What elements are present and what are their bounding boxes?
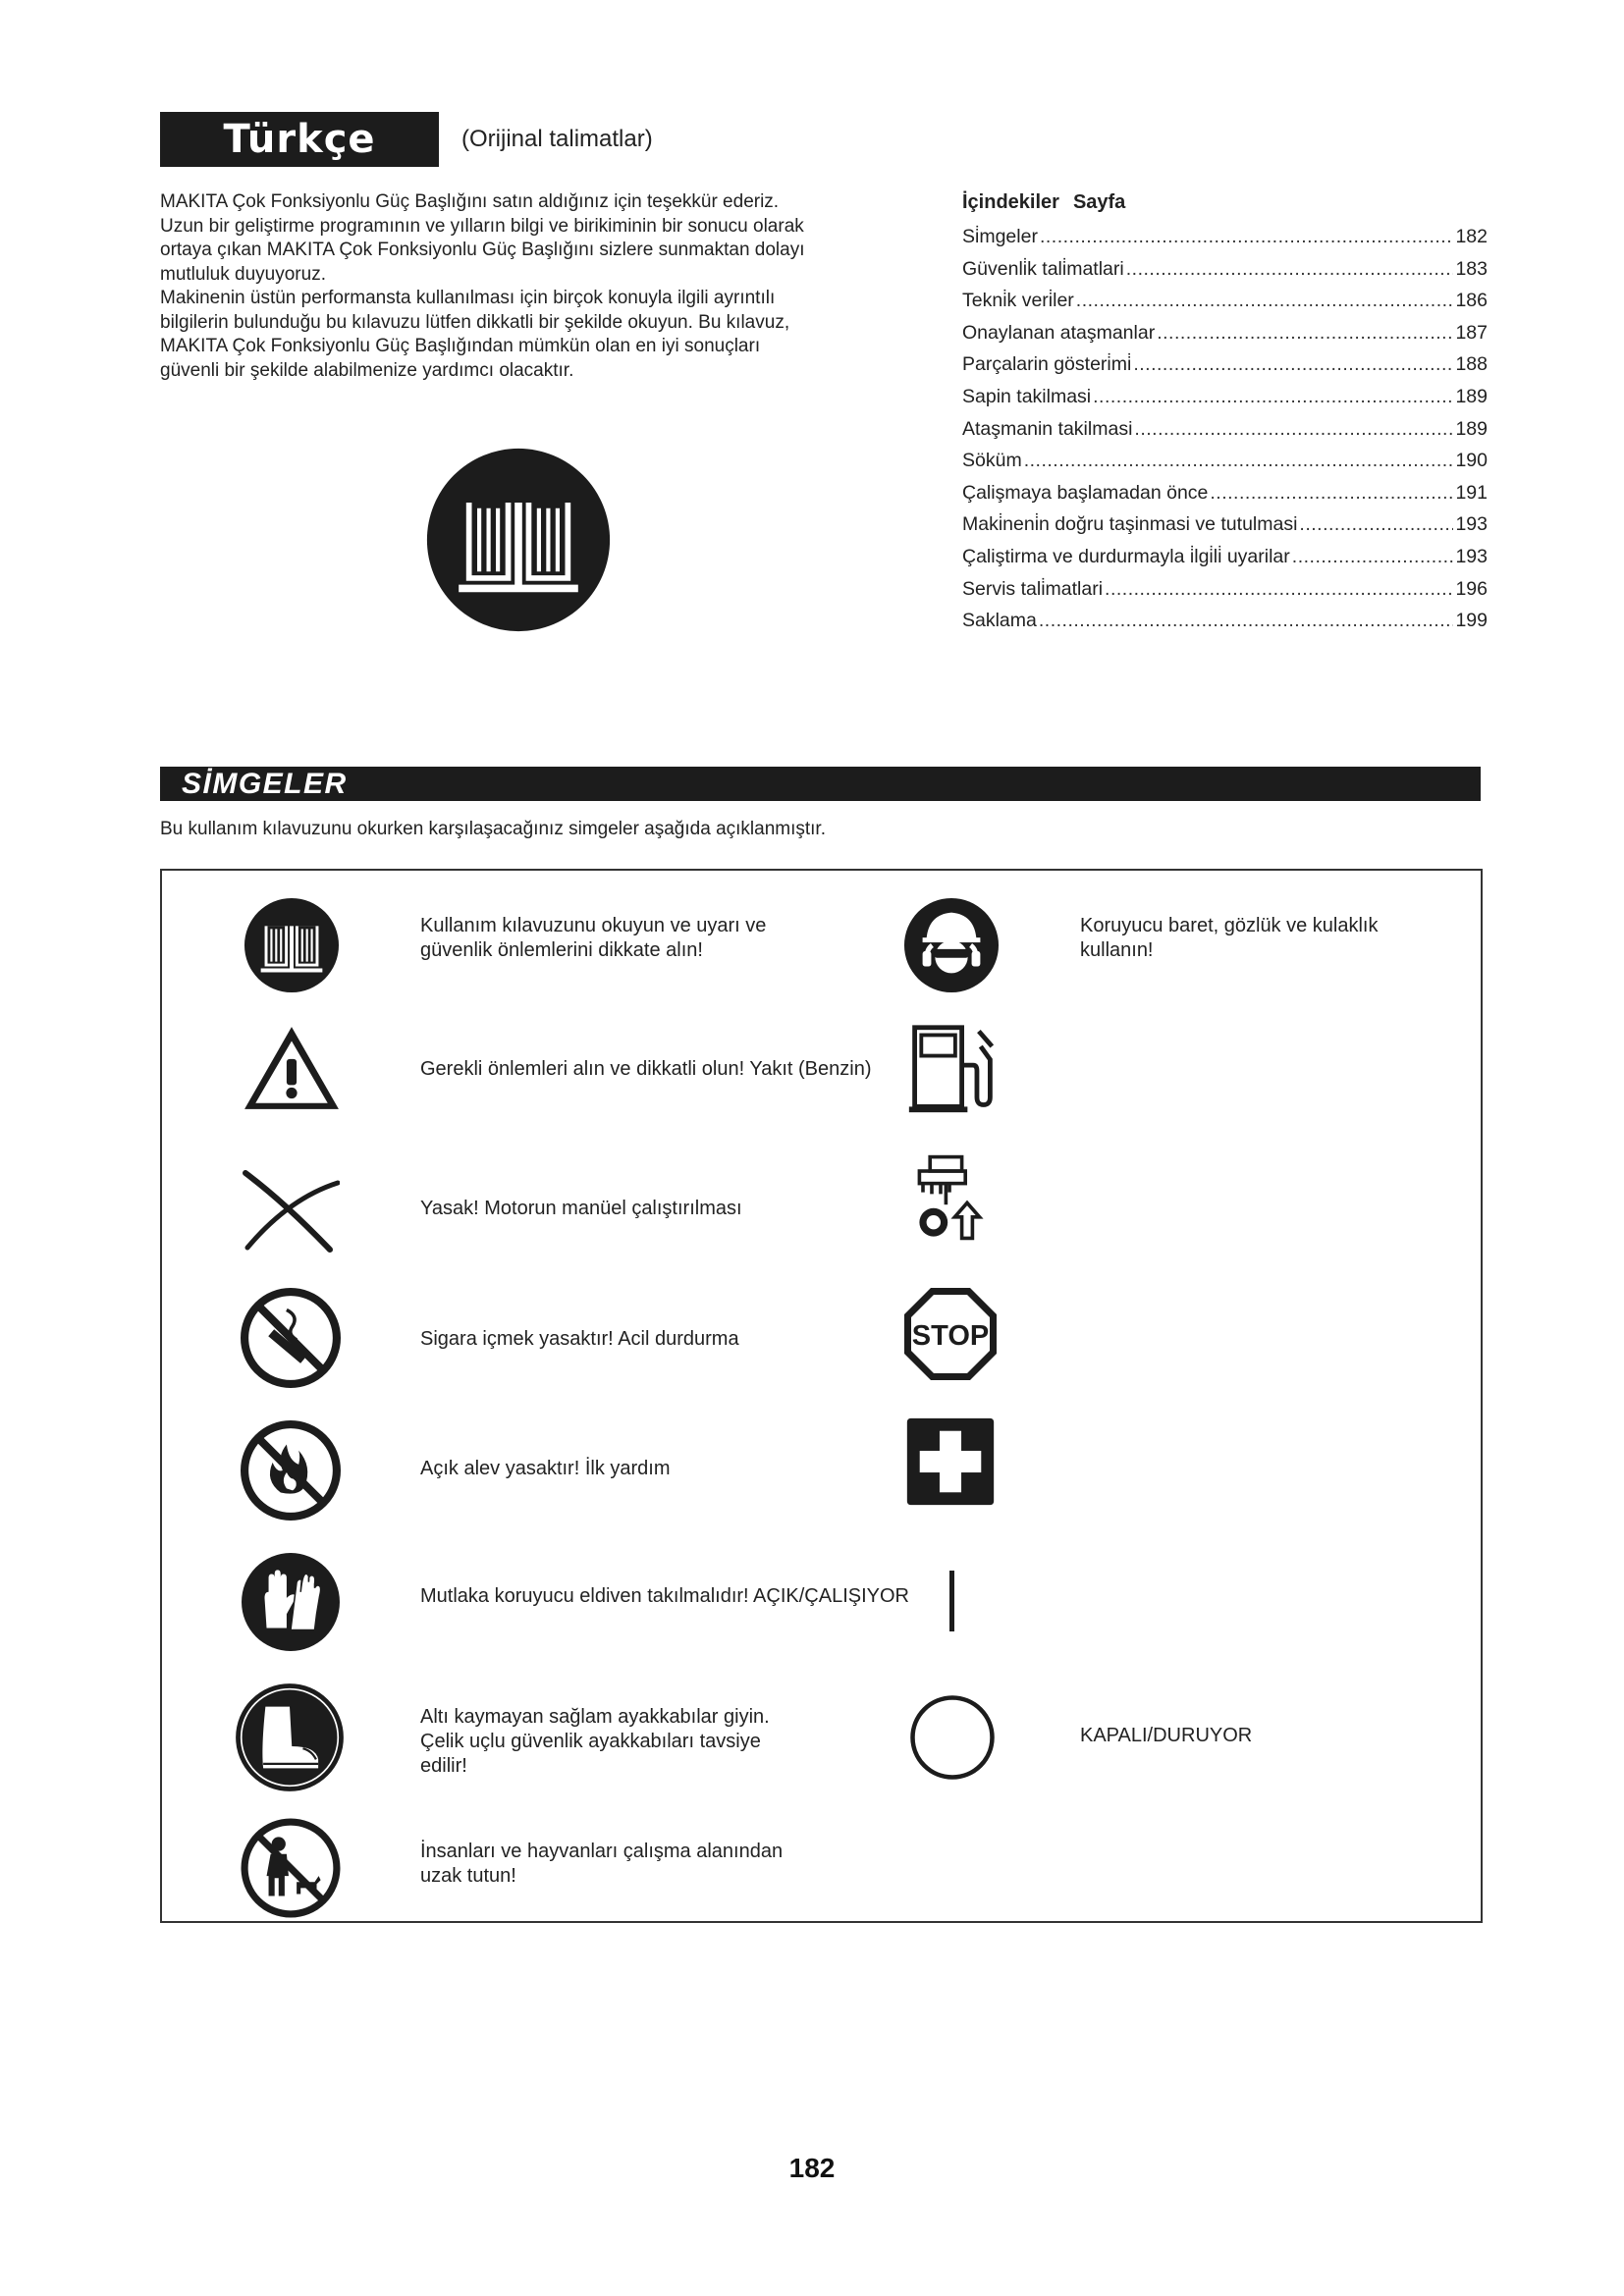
toc-entry-page: 190: [1455, 450, 1488, 472]
intro-line: MAKITA Çok Fonksiyonlu Güç Başlığını satın aldığınız için teşekkür ederiz.: [160, 191, 780, 212]
language-label: Türkçe: [160, 112, 439, 167]
symbol-fuel-label: Yakıt (Benzin): [749, 1058, 872, 1080]
toc-leader-dots: [1040, 226, 1454, 248]
toc-entry-title: Çalişmaya başlamadan önce: [962, 481, 1209, 504]
toc-entry[interactable]: [962, 290, 1488, 322]
symbol-boots-line: edilir!: [420, 1755, 467, 1777]
symbol-on-label: AÇIK/ÇALIŞIYOR: [753, 1585, 909, 1607]
off-symbol-icon: [908, 1693, 997, 1782]
symbol-no-flame-label: Açık alev yasaktır!: [420, 1458, 580, 1479]
toc-entry-page: 189: [1455, 417, 1488, 440]
symbol-gloves-text: [420, 1584, 909, 1609]
toc-entry[interactable]: [962, 482, 1488, 514]
section-description: Bu kullanım kılavuzunu okurken karşılaşacağınız simgeler aşağıda açıklanmıştır.: [160, 819, 826, 839]
safety-boots-icon: [235, 1682, 345, 1792]
toc-entry-title: Servis tali̇matlari: [962, 577, 1104, 600]
toc-leader-dots: [1299, 513, 1453, 536]
stop-sign-icon: [901, 1285, 1000, 1383]
toc-entry[interactable]: [962, 258, 1488, 291]
toc-entry-page: 193: [1455, 513, 1488, 536]
toc-entry[interactable]: [962, 226, 1488, 258]
toc-entry[interactable]: [962, 578, 1488, 611]
toc-entry-title: Ataşmanin takilmasi: [962, 417, 1133, 440]
symbol-caution-label: Gerekli önlemleri alın ve dikkatli olun!: [420, 1058, 745, 1080]
toc-entry-title: Tekni̇k veri̇ler: [962, 290, 1074, 312]
intro-line: Makinenin üstün performansta kullanılması için birçok konuyla ilgili ayrıntılı: [160, 288, 776, 308]
section-header-bar: [160, 767, 1481, 801]
toc-leader-dots: [1126, 258, 1454, 281]
stop-sign-text: STOP: [911, 1320, 990, 1352]
read-manual-icon: [244, 897, 340, 993]
toc-leader-dots: [1133, 353, 1453, 376]
toc-entry-title: Söküm: [962, 450, 1022, 472]
symbol-ppe-text: Koruyucu baret, gözlük ve kulaklık kullanın!: [1080, 915, 1379, 961]
toc-entry-title: Saklama: [962, 610, 1037, 632]
toc-entry-title: Sapin takilmasi: [962, 385, 1092, 407]
toc-entry[interactable]: [962, 322, 1488, 354]
toc-entry-page: 199: [1455, 610, 1488, 632]
toc-entry-page: 196: [1455, 577, 1488, 600]
symbol-gloves-label: Mutlaka koruyucu eldiven takılmalıdır!: [420, 1585, 749, 1607]
symbol-read-manual-text: Kullanım kılavuzunu okuyun ve uyarı ve güvenlik önlemlerini dikkate alın!: [420, 915, 767, 961]
symbol-keep-away-line: İnsanları ve hayvanları çalışma alanından: [420, 1841, 784, 1862]
toc-entry-page: 188: [1455, 353, 1488, 376]
toc-leader-dots: [1210, 482, 1453, 505]
keep-bystanders-away-icon: [241, 1818, 341, 1918]
toc-leader-dots: [1076, 290, 1454, 312]
toc-entry[interactable]: [962, 513, 1488, 546]
toc-entry-title: Si̇mgeler: [962, 226, 1038, 247]
toc-entry-title: Parçalarin gösteri̇mi̇: [962, 353, 1132, 376]
symbol-boots-line: Çelik uçlu güvenlik ayakkabıları tavsiye: [420, 1731, 761, 1752]
toc-entry[interactable]: [962, 353, 1488, 386]
forbidden-x-icon: [242, 1165, 340, 1254]
symbol-boots-line: Altı kaymayan sağlam ayakkabılar giyin.: [420, 1706, 770, 1728]
intro-line: ortaya çıkan MAKITA Çok Fonksiyonlu Güç Başlığını sizlere sunmaktan dolayı: [160, 240, 805, 260]
symbol-forbidden-text: [420, 1197, 742, 1221]
intro-line: güvenli bir şekilde alabilmenize yardımcı olacaktır.: [160, 359, 574, 381]
toc-leader-dots: [1039, 610, 1454, 632]
toc-leader-dots: [1093, 386, 1453, 408]
toc-entry[interactable]: [962, 386, 1488, 418]
toc-entry[interactable]: [962, 546, 1488, 578]
no-open-flame-icon: [241, 1420, 341, 1521]
table-of-contents: [962, 190, 1488, 642]
toc-entry-page: 189: [1455, 385, 1488, 407]
symbol-no-flame-text: [420, 1457, 671, 1481]
symbol-forbidden-label: Yasak!: [420, 1198, 479, 1219]
toc-entry-page: 187: [1455, 321, 1488, 344]
toc-entry-title: Maki̇neni̇n doğru taşinmasi ve tutulmasi: [962, 513, 1298, 536]
toc-entry-title: Çaliştirma ve durdurmayla i̇lgi̇li̇ uyarilar: [962, 545, 1290, 567]
intro-line: bilgilerin bulunduğu bu kılavuzu lütfen dikkatli bir şekilde okuyun. Bu kılavuz,: [160, 311, 790, 333]
toc-entry-title: Güvenli̇k tali̇matlari: [962, 257, 1124, 280]
toc-leader-dots: [1024, 450, 1454, 472]
symbol-off-label: KAPALI/DURUYOR: [1080, 1725, 1253, 1746]
toc-entry[interactable]: [962, 610, 1488, 642]
intro-line: MAKITA Çok Fonksiyonlu Güç Başlığından mümkün olan en iyi sonuçları: [160, 336, 761, 356]
toc-entry-page: 186: [1455, 290, 1488, 312]
symbol-keep-away-line: uzak tutun!: [420, 1865, 516, 1887]
symbol-caution-text: [420, 1057, 871, 1082]
intro-line: mutluluk duyuyoruz.: [160, 263, 326, 285]
toc-leader-dots: [1292, 546, 1454, 568]
symbols-table: [160, 869, 1483, 1923]
toc-leader-dots: [1157, 322, 1453, 345]
toc-heading: İçindekiler: [962, 191, 1059, 213]
toc-entry-title: Onaylanan ataşmanlar: [962, 321, 1156, 344]
toc-header: [962, 190, 1488, 226]
no-smoking-icon: [241, 1288, 341, 1388]
protective-gear-icon: [903, 897, 1000, 993]
toc-entry-page: 182: [1455, 226, 1488, 247]
first-aid-icon: [905, 1416, 996, 1507]
manual-start-icon: [914, 1151, 985, 1244]
original-instructions-note: (Orijinal talimatlar): [461, 126, 653, 152]
page-number: 182: [788, 2153, 836, 2183]
symbol-first-aid-label: İlk yardım: [584, 1458, 671, 1479]
gloves-icon: [241, 1552, 341, 1652]
symbol-boots-text: [420, 1705, 833, 1779]
symbol-keep-away-text: [420, 1840, 833, 1889]
symbol-emergency-stop-label: Acil durdurma: [618, 1328, 739, 1350]
read-manual-icon: [425, 447, 612, 633]
intro-paragraph: [160, 190, 906, 383]
warning-triangle-icon: [242, 1023, 342, 1113]
symbol-no-smoking-text: [420, 1327, 739, 1352]
fuel-pump-icon: [905, 1022, 1000, 1116]
toc-leader-dots: [1134, 418, 1453, 441]
intro-line: Uzun bir geliştirme programının ve yılların bilgi ve birikiminin bir sonucu olarak: [160, 215, 804, 237]
on-symbol-icon: [949, 1571, 954, 1631]
symbol-manual-start-label: Motorun manüel çalıştırılması: [484, 1198, 742, 1219]
toc-entry[interactable]: [962, 418, 1488, 451]
section-title: SİMGELER: [182, 768, 348, 800]
toc-entry-page: 191: [1455, 481, 1488, 504]
toc-entry-page: 183: [1455, 257, 1488, 280]
toc-leader-dots: [1105, 578, 1453, 601]
toc-entry[interactable]: [962, 450, 1488, 482]
toc-page-heading: Sayfa: [1072, 191, 1126, 213]
toc-entry-page: 193: [1455, 545, 1488, 567]
symbol-no-smoking-label: Sigara içmek yasaktır!: [420, 1328, 614, 1350]
